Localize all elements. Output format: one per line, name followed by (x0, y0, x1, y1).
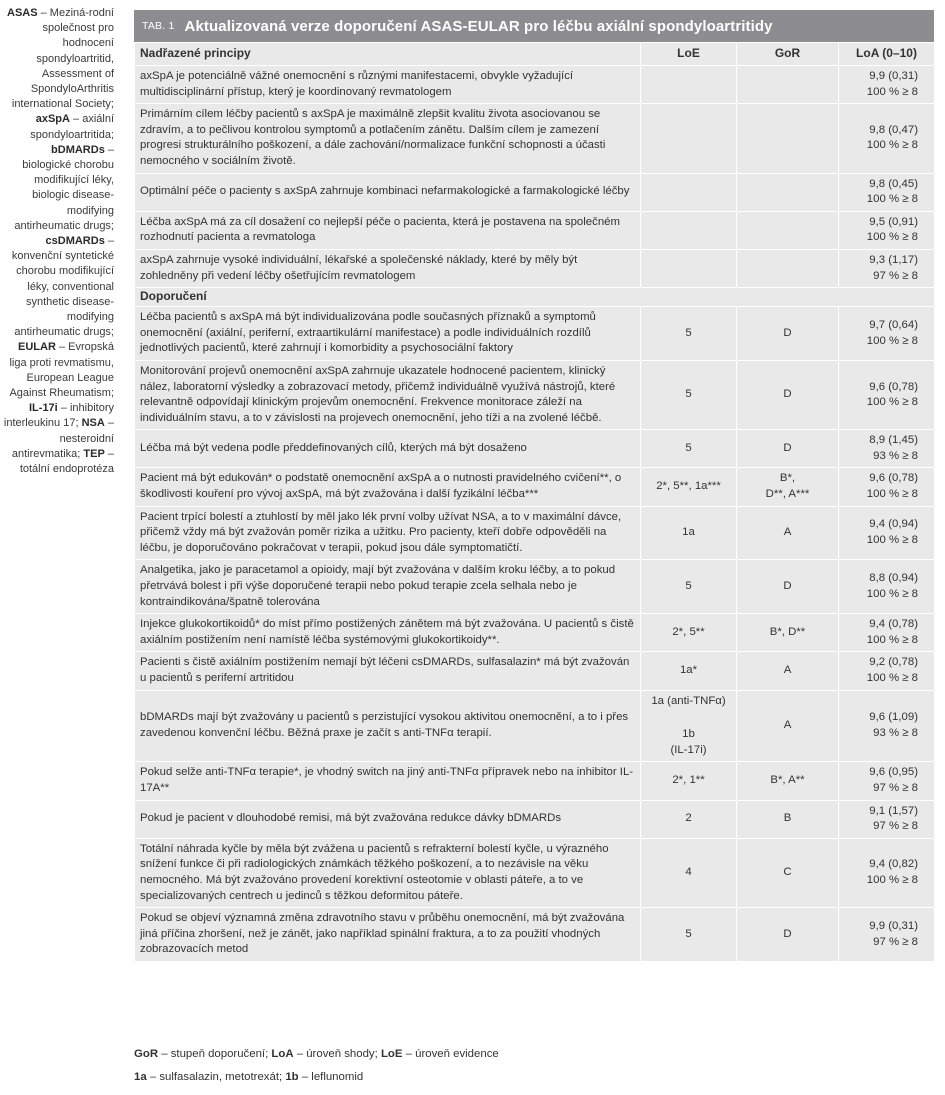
table-row (135, 690, 935, 762)
abbr-entry: ASAS – Meziná-rodní společnost pro hodnocení spondyloartritid, Assessment of SpondyloArthritis international Society; (7, 7, 114, 111)
loa-value: 9,6 (0,78) (869, 472, 918, 485)
loa-value: 9,6 (0,78) (869, 380, 918, 393)
table-row (135, 468, 935, 506)
table-row (135, 360, 935, 429)
row-gor (737, 468, 839, 506)
abbreviations-sidebar (2, 6, 114, 477)
row-loa (839, 430, 935, 468)
row-loa (839, 104, 935, 173)
footnote-def: – leflunomid (298, 1071, 364, 1083)
row-loa (839, 762, 935, 800)
footnote-def: – stupeň doporučení; (158, 1048, 272, 1060)
loa-value: 9,3 (1,17) (869, 253, 918, 266)
loe-line: 1b (682, 728, 695, 741)
row-gor (737, 211, 839, 249)
row-loe (641, 690, 737, 762)
row-text: Léčba má být vedena podle předdefinovaných cílů, kterých má být dosaženo (135, 430, 641, 468)
row-text: Pokud se objeví významná změna zdravotního stavu v průběhu onemocnění, má být zvažována jiná příčina zhoršení, než je zánět, jako například spinální fraktura, a to za použití vhodných zobrazovacích metod (135, 908, 641, 962)
row-loe: 2*, 5** (641, 614, 737, 652)
row-gor: D (737, 307, 839, 361)
gor-line: D**, A*** (765, 488, 810, 501)
row-loa (839, 614, 935, 652)
row-gor: A (737, 506, 839, 560)
row-text: Monitorování projevů onemocnění axSpA zahrnuje ukazatele hodnocené pacientem, klinický nález, laboratorní výsledky a zobrazovací metody, přičemž individuálně využívá nástrojů, které relevantně odpovídají klinickým projevům onemocnění. Frekvence monitorace záleží na individuálním stavu, a to v závislosti na projevech onemocnění, jeho tíži a na zvolené léčbě. (135, 360, 641, 429)
row-loe: 2*, 5**, 1a*** (641, 468, 737, 506)
section-recommendations-label: Doporučení (135, 288, 935, 307)
table-row (135, 652, 935, 690)
header-gor: GoR (737, 43, 839, 66)
row-loa (839, 652, 935, 690)
loa-value: 9,4 (0,78) (869, 618, 918, 631)
row-loe: 1a (641, 506, 737, 560)
loa-value: 100 % ≥ 8 (866, 672, 918, 684)
row-text: Pacient trpící bolestí a ztuhlostí by měl jako lék první volby užívat NSA, a to v maximální dávce, přičemž vždy má být zvažován poměr rizika a užitku. Pro pacienty, kteří dobře odpověděli na léčbu, je doporučováno pokračovat v terapii, pokud jsou dále symptomatičtí. (135, 506, 641, 560)
footnote-def: – úroveň shody; (293, 1048, 381, 1060)
row-loa (839, 690, 935, 762)
loa-value: 93 % ≥ 8 (873, 726, 918, 739)
row-loe (641, 249, 737, 287)
row-loa (839, 173, 935, 211)
abbr-entry: IL-17i – inhibitory interleukinu 17; (3, 402, 114, 430)
row-loe: 5 (641, 430, 737, 468)
loa-value: 9,8 (0,45) (869, 177, 918, 190)
table-row (135, 66, 935, 104)
header-principles: Nadřazené principy (135, 43, 641, 66)
row-loa (839, 211, 935, 249)
loa-value: 97 % ≥ 8 (873, 820, 918, 833)
loa-value: 100 % ≥ 8 (866, 139, 918, 152)
loa-value: 9,5 (0,91) (869, 215, 918, 228)
loa-value: 9,1 (1,57) (869, 804, 918, 817)
table-row (135, 560, 935, 614)
loa-value: 100 % ≥ 8 (866, 873, 918, 886)
table-row (135, 614, 935, 652)
header-loa: LoA (0–10) (839, 43, 935, 66)
row-loa (839, 249, 935, 287)
loe-line: (IL-17i) (670, 743, 707, 756)
row-text: axSpA je potenciálně vážné onemocnění s různými manifestacemi, obvykle vyžadující multidisciplinární přístup, který je koordinovaný revmatologem (135, 66, 641, 104)
footnote-abbr: 1b (285, 1071, 299, 1083)
loa-value: 9,2 (0,78) (869, 656, 918, 669)
loa-value: 97 % ≥ 8 (873, 781, 918, 794)
loa-value: 8,8 (0,94) (869, 572, 918, 585)
row-gor: D (737, 908, 839, 962)
table-row (135, 249, 935, 287)
row-loa (839, 66, 935, 104)
row-text: Pacient má být edukován* o podstatě onemocnění axSpA a o nutnosti pravidelného cvičení**, o škodlivosti kouření pro vývoj axSpA, má být zvažována i další fyzikální léčba*** (135, 468, 641, 506)
loa-value: 8,9 (1,45) (869, 434, 918, 447)
abbr-entry: TEP – totální endoprotéza (19, 447, 114, 476)
loa-value: 9,9 (0,31) (869, 70, 918, 82)
loa-value: 100 % ≥ 8 (866, 488, 918, 501)
loa-value: 9,9 (0,31) (869, 919, 918, 932)
loa-value: 100 % ≥ 8 (866, 396, 918, 409)
row-loa (839, 468, 935, 506)
table-title: Aktualizovaná verze doporučení ASAS-EULAR pro léčbu axiální spondyloartritidy (184, 17, 773, 35)
footnote-abbr: LoA (271, 1048, 294, 1060)
row-gor (737, 104, 839, 173)
table-header-row (135, 43, 935, 66)
row-gor: A (737, 652, 839, 690)
row-loe: 1a* (641, 652, 737, 690)
loa-value: 97 % ≥ 8 (873, 935, 918, 948)
row-gor (737, 173, 839, 211)
row-gor (737, 249, 839, 287)
row-loa (839, 360, 935, 429)
row-text: Léčba axSpA má za cíl dosažení co nejlepší péče o pacienta, která je postavena na společném rozhodnutí pacienta a revmatologa (135, 211, 641, 249)
loa-value: 97 % ≥ 8 (873, 269, 918, 282)
footnote-abbr: 1a (134, 1071, 147, 1083)
row-text: Optimální péče o pacienty s axSpA zahrnuje kombinaci nefarmakologické a farmakologické léčby (135, 173, 641, 211)
loa-value: 100 % ≥ 8 (866, 85, 918, 98)
footnote-def: – úroveň evidence (402, 1048, 499, 1060)
row-gor: B*, A** (737, 762, 839, 800)
table-row (135, 800, 935, 838)
recommendations-table (134, 42, 935, 962)
row-text: Injekce glukokortikoidů* do míst přímo postižených zánětem má být zvažována. U pacientů s čistě axiálním postižením není namístě léčba systémovými glukokortikoidy**. (135, 614, 641, 652)
row-loe: 5 (641, 908, 737, 962)
loa-value: 100 % ≥ 8 (866, 231, 918, 244)
abbr-entry: NSA – nesteroidní antirevmatika; (11, 417, 114, 460)
row-text: axSpA zahrnuje vysoké individuální, lékařské a společenské náklady, které by měly být zohledněny při vedení léčby ošetřujícím revmatologem (135, 249, 641, 287)
abbr-entry: EULAR – Evropská liga proti revmatismu, European League Against Rheumatism; (9, 341, 114, 400)
row-gor: B*, D** (737, 614, 839, 652)
row-loe: 5 (641, 307, 737, 361)
loa-value: 100 % ≥ 8 (866, 334, 918, 347)
row-loe (641, 173, 737, 211)
loa-value: 100 % ≥ 8 (866, 587, 918, 600)
table-row (135, 430, 935, 468)
row-gor: A (737, 690, 839, 762)
row-loa (839, 908, 935, 962)
loa-value: 100 % ≥ 8 (866, 534, 918, 547)
loa-value: 93 % ≥ 8 (873, 449, 918, 462)
loa-value: 100 % ≥ 8 (866, 193, 918, 206)
row-loe (641, 66, 737, 104)
row-loe (641, 211, 737, 249)
abbr-entry: csDMARDs – konvenční syntetické chorobu modifikující léky, conventional synthetic disease-modifying antirheumatic drugs; (11, 235, 114, 339)
row-text: bDMARDs mají být zvažovány u pacientů s perzistující vysokou aktivitou onemocnění, a to i přes zavedenou konvenční léčbu. Běžná praxe je začít s anti-TNFα terapií. (135, 690, 641, 762)
loe-line: 1a (anti-TNFα) (651, 694, 726, 707)
row-text: Primárním cílem léčby pacientů s axSpA je maximálně zlepšit kvalitu života asociovanou se zdravím, a to pečlivou kontrolou symptomů a potlačením zánětu. Dalším cílem je zamezení progresi strukturálního poškození, a dále zachování/normalizace funkční schopnosti a účasti nemocného v sociálním životě. (135, 104, 641, 173)
table-title-bar (134, 10, 934, 42)
row-loa (839, 560, 935, 614)
table-row (135, 104, 935, 173)
loa-value: 9,4 (0,94) (869, 518, 918, 531)
table-row (135, 838, 935, 907)
row-gor: D (737, 560, 839, 614)
abbr-entry: bDMARDs – biologické chorobu modifikující léky, biologic disease-modifying antirheumatic drugs; (14, 143, 114, 232)
abbr-entry: axSpA – axiální spondyloartritida; (30, 113, 114, 141)
loa-value: 9,7 (0,64) (869, 318, 918, 331)
loa-value: 9,8 (0,47) (869, 123, 918, 136)
table-row (135, 307, 935, 361)
recommendations-table-block (134, 10, 934, 962)
row-loa (839, 307, 935, 361)
row-loe (641, 104, 737, 173)
row-gor (737, 66, 839, 104)
table-tag: TAB. 1 (142, 20, 175, 32)
row-text: Pokud selže anti-TNFα terapie*, je vhodný switch na jiný anti-TNFα přípravek nebo na inhibitor IL-17A** (135, 762, 641, 800)
row-loe: 2*, 1** (641, 762, 737, 800)
row-text: Totální náhrada kyčle by měla být zvážena u pacientů s refrakterní bolestí kyčle, u výrazného snížení funkce či při radiologických známkách těžkého poškození, a to nezávisle na věku nemocného. Má být zvažováno provedení korektivní osteotomie v oblasti páteře, a to ve specializovaných centrech u jedinců s těžkou deformitou páteře. (135, 838, 641, 907)
table-row (135, 762, 935, 800)
row-gor: D (737, 430, 839, 468)
loa-value: 9,6 (0,95) (869, 766, 918, 779)
row-text: Pacienti s čistě axiálním postižením nemají být léčeni csDMARDs, sulfasalazin* má být zvažován u pacientů s periferní artritidou (135, 652, 641, 690)
row-loe: 4 (641, 838, 737, 907)
header-loe: LoE (641, 43, 737, 66)
footnote-abbr: LoE (380, 1048, 403, 1060)
footnote-def: – sulfasalazin, metotrexát; (146, 1071, 286, 1083)
footnote-line-2 (134, 1071, 363, 1083)
row-text: Léčba pacientů s axSpA má být individualizována podle současných příznaků a symptomů onemocnění (axiální, periferní, extraartikulární manifestace) a podle individuálních rozdílů jednotlivých pacientů, které zahrnují i komorbidity a psychosociální faktory (135, 307, 641, 361)
gor-line: B*, (779, 472, 796, 485)
footnote-line-1 (134, 1048, 499, 1060)
table-row (135, 173, 935, 211)
loa-value: 9,6 (1,09) (869, 711, 918, 724)
row-gor: B (737, 800, 839, 838)
footnote-abbr: GoR (134, 1048, 159, 1060)
row-loa (839, 800, 935, 838)
loa-value: 9,4 (0,82) (869, 858, 918, 871)
row-loa (839, 506, 935, 560)
row-loe: 5 (641, 360, 737, 429)
table-row (135, 211, 935, 249)
row-loa (839, 838, 935, 907)
table-row (135, 506, 935, 560)
row-text: Pokud je pacient v dlouhodobé remisi, má být zvažována redukce dávky bDMARDs (135, 800, 641, 838)
row-gor: D (737, 360, 839, 429)
table-row (135, 908, 935, 962)
section-header-row (135, 288, 935, 307)
row-loe: 5 (641, 560, 737, 614)
row-loe: 2 (641, 800, 737, 838)
loa-value: 100 % ≥ 8 (866, 633, 918, 646)
row-text: Analgetika, jako je paracetamol a opioidy, mají být zvažována v dalším kroku léčby, a to pokud přetrvává bolest i při výše doporučené terapii nebo pokud terapie zcela selhala nebo je kontraindikována/špatně tolerována (135, 560, 641, 614)
row-gor: C (737, 838, 839, 907)
